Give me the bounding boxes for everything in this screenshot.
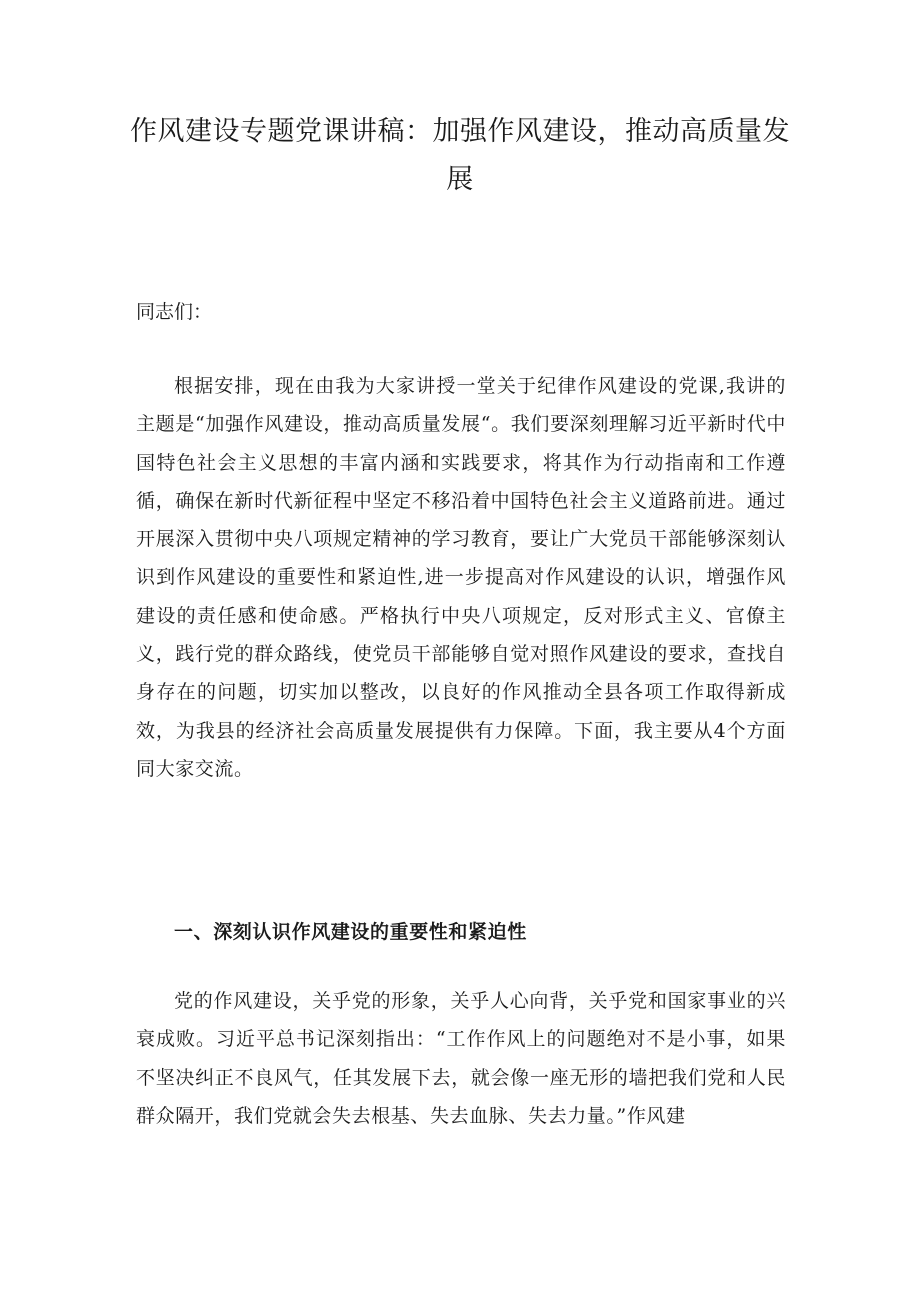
body-paragraph: 根据安排，现在由我为大家讲授一堂关于纪律作风建设的党课,我讲的主题是“加强作风建设，推动高质量发展“。我们要深刻理解习近平新时代中国特色社会主义思想的丰富内涵和实践要求，将其作为行动指南和工作遵循，确保在新时代新征程中坚定不移沿着中国特色社会主义道路前进。通过开展深入贯彻中央八项规定精神的学习教育，要让广大党员干部能够深刻认识到作风建设的重要性和紧迫性,进一步提高对作风建设的认识，增强作风建设的责任感和使命感。严格执行中央八项规定，反对形式主义、官僚主义，践行党的群众路线，使党员干部能够自觉对照作风建设的要求，查找自身存在的问题，切实加以整改，以良好的作风推动全县各项工作取得新成效，为我县的经济社会高质量发展提供有力保障。下面，我主要从4个方面同大家交流。 [136,375,786,780]
section-heading: 一、深刻认识作风建设的重要性和紧迫性 [174,921,527,943]
greeting: 同志们： [136,301,213,323]
body-paragraph: 党的作风建设，关乎党的形象，关乎人心向背，关乎党和国家事业的兴衰成败。习近平总书记深刻指出：“工作作风上的问题绝对不是小事，如果不坚决纠正不良风气，任其发展下去，就会像一座无形的墙把我们党和人民群众隔开，我们党就会失去根基、失去血脉、失去力量。”作风建 [136,990,786,1127]
document-title: 作风建设专题党课讲稿：加强作风建设，推动高质量发展 [130,116,790,195]
